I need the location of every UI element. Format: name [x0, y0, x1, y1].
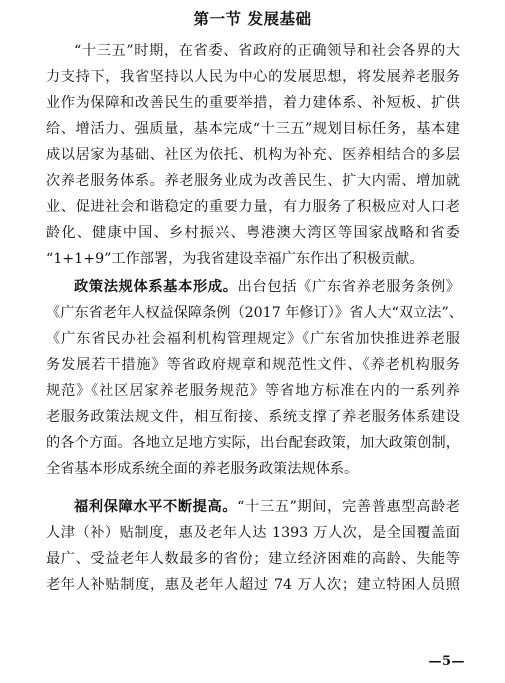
paragraph-3-lead: 福利保障水平不断提高。	[74, 499, 238, 515]
paragraph-2-line-1	[74, 274, 460, 300]
section-title: 第一节 发展基础	[193, 10, 312, 28]
paragraph-2-line-3: 《广东省民办社会福利机构管理规定》《广东省加快推进养老服	[46, 331, 460, 347]
paragraph-1-line-2: 力支持下，我省坚持以人民为中心的发展思想，将发展养老服务	[46, 69, 460, 85]
paragraph-2-line-5: 规范》《社区居家养老服务规范》等省地方标准在内的一系列养	[46, 383, 460, 399]
paragraph-2-line-8: 全省基本形成系统全面的养老服务政策法规体系。	[46, 461, 359, 477]
paragraph-3-line-3: 最广、受益老年人数最多的省份；建立经济困难的高龄、失能等	[46, 551, 460, 567]
paragraph-2-first-rest: 出台包括《广东省养老服务条例》	[237, 279, 460, 295]
paragraph-1-line-8: 龄化、健康中国、乡村振兴、粤港澳大湾区等国家战略和省委	[46, 225, 460, 241]
paragraph-1-line-9: “1+1+9”工作部署，为我省建设幸福广东作出了积极贡献。	[46, 251, 424, 267]
paragraph-1-line-4: 给、增活力、强质量，基本完成“十三五”规划目标任务，基本建	[46, 121, 460, 137]
paragraph-3-line-1	[74, 494, 460, 520]
paragraph-2-line-6: 老服务政策法规文件，相互衔接、系统支撑了养老服务体系建设	[46, 409, 460, 425]
paragraph-1-line-5: 成以居家为基础、社区为依托、机构为补充、医养相结合的多层	[46, 147, 460, 163]
paragraph-2-line-2: 《广东省老年人权益保障条例（2017 年修订）》省人大“双立法”、	[46, 305, 463, 321]
paragraph-1-line-1: “十三五”时期，在省委、省政府的正确领导和社会各界的大	[74, 43, 460, 59]
page-number: —5—	[428, 654, 465, 669]
paragraph-1-line-6: 次养老服务体系。养老服务业成为改善民生、扩大内需、增加就	[46, 173, 460, 189]
paragraph-3-line-2: 人津（补）贴制度，惠及老年人达 1393 万人次，是全国覆盖面	[46, 525, 460, 541]
paragraph-2-lead: 政策法规体系基本形成。	[74, 279, 238, 295]
paragraph-3-line-4: 老年人补贴制度，惠及老年人超过 74 万人次；建立特困人员照	[46, 577, 460, 593]
paragraph-2-line-4: 务发展若干措施》等省政府规章和规范性文件、《养老机构服务	[46, 357, 460, 373]
paragraph-1-line-7: 业、促进社会和谐稳定的重要力量，有力服务了积极应对人口老	[46, 199, 460, 215]
paragraph-2-line-7: 的各个方面。各地立足地方实际，出台配套政策，加大政策创制，	[46, 435, 460, 451]
paragraph-1-line-3: 业作为保障和改善民生的重要举措，着力建体系、补短板、扩供	[46, 95, 460, 111]
paragraph-3-first-rest: “十三五”期间，完善普惠型高龄老	[237, 499, 460, 515]
